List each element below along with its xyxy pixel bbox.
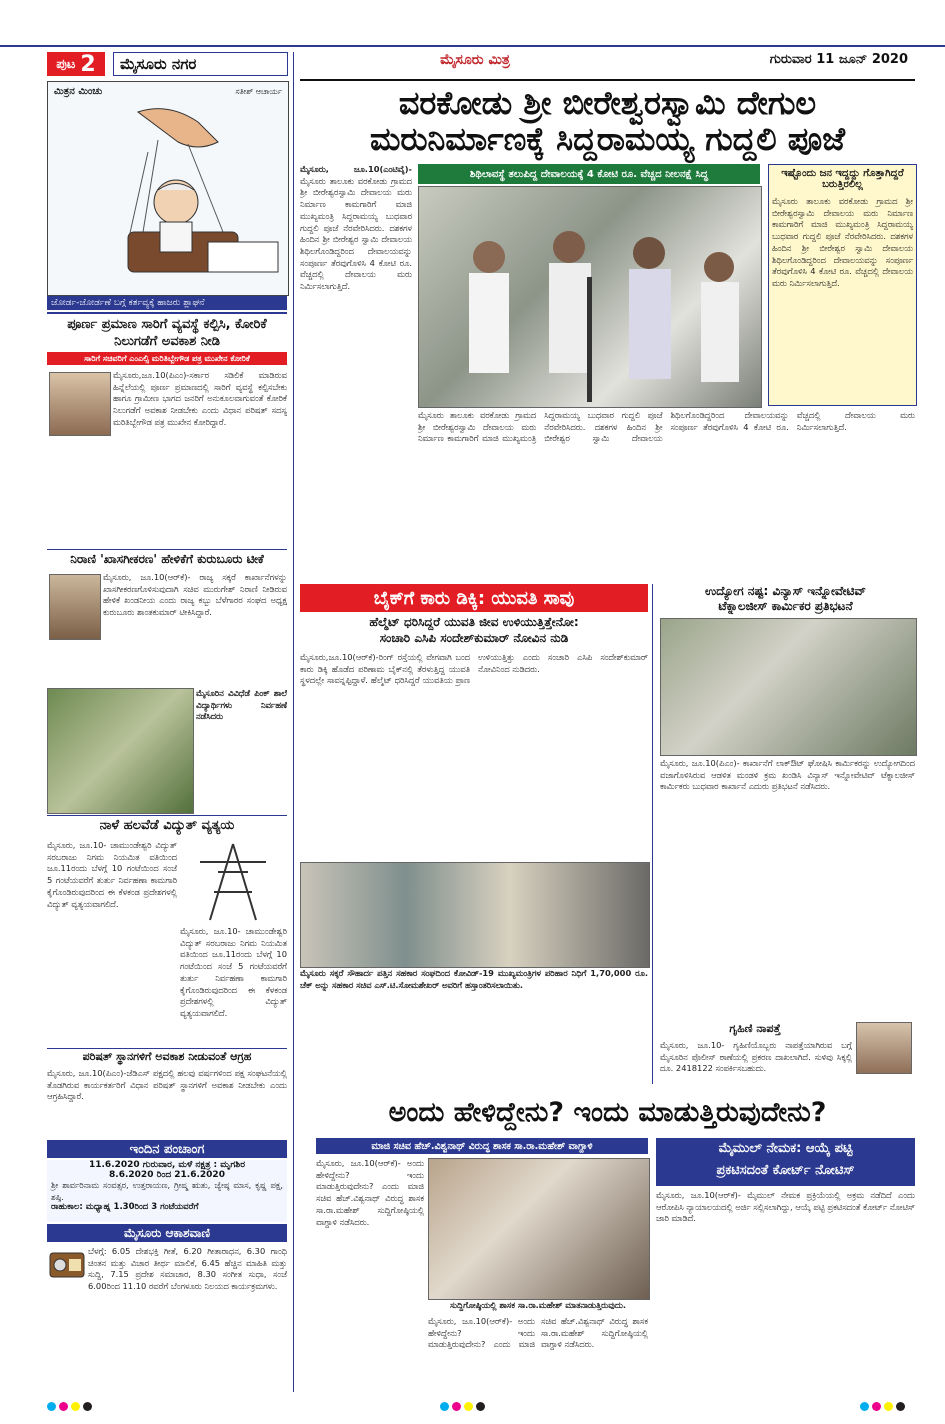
page-number: 2: [80, 51, 96, 77]
bottom-banner-headline: ಅಂದು ಹೇಳಿದ್ದೇನು? ಇಂದು ಮಾಡುತ್ತಿರುವುದೇನು?: [388, 1097, 827, 1128]
story-f-obit-body: ಮೈಸೂರು, ಜೂ.10- ಗೃಹಿಣಿಯೊಬ್ಬರು ನಾಪತ್ತೆಯಾಗಿರುವ ಬಗ್ಗೆ ಮೈಸೂರಿನ ಪೊಲೀಸ್ ಠಾಣೆಯಲ್ಲಿ ಪ್ರಕರಣ ದಾಖಲಾಗಿದೆ. ಸುಳಿವು ಸಿಕ್ಕಲ್ಲಿ ದೂ. 2418122 ಸಂಪರ್ಕಿಸಬಹುದು.: [660, 1040, 852, 1074]
story-d-body: ಮೈಸೂರು, ಜೂ.10(ಪಿಎಂ)-ಜೆಡಿಎಸ್ ಪಕ್ಷದಲ್ಲಿ ಹಲವು ವರ್ಷಗಳಿಂದ ಪಕ್ಷ ಸಂಘಟನೆಯಲ್ಲಿ ತೊಡಗಿರುವ ಕಾರ್ಯಕರ್ತರಿಗೆ ವಿಧಾನ ಪರಿಷತ್ ಸ್ಥಾನಗಳಿಗೆ ಅವಕಾಶ ನೀಡಬೇಕು ಎಂದು ಆಗ್ರಹಿಸಿದ್ದಾರೆ.: [47, 1068, 287, 1102]
lead-sidebar-body: ಮೈಸೂರು ತಾಲೂಕು ವರಕೋಡು ಗ್ರಾಮದ ಶ್ರೀ ಬೀರೇಶ್ವರಸ್ವಾಮಿ ದೇವಾಲಯ ಮರು ನಿರ್ಮಾಣ ಕಾಮಗಾರಿಗೆ ಮಾಜಿ ಮುಖ್ಯಮಂತ್ರಿ ಸಿದ್ದರಾಮಯ್ಯ ಬುಧವಾರ ಗುದ್ದಲಿ ಪೂಜೆ ನೆರವೇರಿಸಿದರು. ದಶಕಗಳ ಹಿಂದಿನ ಶ್ರೀ ಬೀರೇಶ್ವರ ಸ್ವಾಮಿ ದೇವಾಲಯ ಶಿಥಿಲಗೊಂಡಿದ್ದರಿಂದ ದೇವಾಲಯವನ್ನು ಸಂಪೂರ್ಣ ತೆರವುಗೊಳಿಸಿ 4 ಕೋಟಿ ರೂ. ವೆಚ್ಚದಲ್ಲಿ ದೇವಾಲಯ ಮರು ನಿರ್ಮಿಸಲಾಗುತ್ತಿದೆ.: [772, 196, 913, 288]
story-b-body: ಮೈಸೂರು, ಜೂ.10(ಆರ್‌ಕೆ)- ರಾಜ್ಯ ಸಕ್ಕರೆ ಕಾರ್ಖಾನೆಗಳನ್ನು ಖಾಸಗೀಕರಣಗೊಳಿಸುವುದಾಗಿ ಸಚಿವ ಮುರುಗೇಶ್ ನಿರಾಣಿ ನೀಡಿರುವ ಹೇಳಿಕೆ ಖಂಡನೀಯ ಎಂದು ರಾಜ್ಯ ಕಬ್ಬು ಬೆಳೆಗಾರರ ಸಂಘದ ಅಧ್ಯಕ್ಷ ಕುರುಬೂರು ಶಾಂತಕುಮಾರ್ ಟೀಕಿಸಿದ್ದಾರೆ.: [103, 572, 287, 618]
cartoon-artist: ಸತೀಶ್ ಆಚಾರ್ಯ: [235, 87, 282, 96]
bottom-left-body-continued: ಮೈಸೂರು, ಜೂ.10(ಆರ್‌ಕೆ)- ಅಂದು ಹೇಳಿದ್ದೇನು? ಇಂದು ಮಾಡುತ್ತಿರುವುದೇನು? ಎಂದು ಮಾಜಿ ಸಚಿವ ಹೆಚ್.ವಿಶ್ವನಾಥ್ ವಿರುದ್ಧ ಶಾಸಕ ಸಾ.ರಾ.ಮಹೇಶ್ ಸುದ್ದಿಗೋಷ್ಠಿಯಲ್ಲಿ ವಾಗ್ದಾಳಿ ನಡೆಸಿದರು.: [428, 1316, 648, 1350]
story-c-photo: [47, 688, 194, 814]
issue-date: ಗುರುವಾರ 11 ಜೂನ್ 2020: [769, 52, 908, 67]
story-f-photo: [660, 618, 917, 756]
story-d-headline: ಪರಿಷತ್ ಸ್ಥಾನಗಳಿಗೆ ಅವಕಾಶ ನೀಡುವಂತೆ ಆಗ್ರಹ: [82, 1050, 252, 1063]
story-g-photo: [300, 862, 650, 968]
story-b-portrait: [49, 574, 101, 640]
panchanga-title: ಇಂದಿನ ಪಂಚಾಂಗ: [47, 1140, 287, 1158]
story-c-rule: [47, 815, 287, 816]
story-c-body-continued: ಮೈಸೂರು, ಜೂ.10- ಚಾಮುಂಡೇಶ್ವರಿ ವಿದ್ಯುತ್ ಸರಬರಾಜು ನಿಗಮ ನಿಯಮಿತ ವತಿಯಿಂದ ಜೂ.11ರಂದು ಬೆಳಗ್ಗೆ 10 ಗಂಟೆಯಿಂದ ಸಂಜೆ 5 ಗಂಟೆಯವರೆಗೆ ತುರ್ತು ನಿರ್ವಹಣಾ ಕಾಮಗಾರಿ ಕೈಗೊಂಡಿರುವುದರಿಂದ ಈ ಕೆಳಕಂಡ ಪ್ರದೇಶಗಳಲ್ಲಿ ವಿದ್ಯುತ್ ವ್ಯತ್ಯಯವಾಗಲಿದೆ.: [180, 926, 287, 1018]
panchanga-line1: 11.6.2020 ಗುರುವಾರ, ಮಳೆ ನಕ್ಷತ್ರ : ಮೃಗಶಿರ: [88, 1160, 245, 1170]
bottom-right-body: ಮೈಸೂರು, ಜೂ.10(ಆರ್‌ಕೆ)- ಮೈಮುಲ್ ನೇಮಕ ಪ್ರಕ್ರಿಯೆಯಲ್ಲಿ ಅಕ್ರಮ ನಡೆದಿದೆ ಎಂದು ಆರೋಪಿಸಿ ನ್ಯಾಯಾಲಯದಲ್ಲಿ ಅರ್ಜಿ ಸಲ್ಲಿಸಲಾಗಿದ್ದು, ಆಯ್ಕೆ ಪಟ್ಟಿ ಪ್ರಕಟಿಸದಂತೆ ಕೋರ್ಟ್ ನೋಟಿಸ್ ಜಾರಿ ಮಾಡಿದೆ.: [656, 1190, 915, 1224]
bottom-right-head-line2: ಪ್ರಕಟಿಸದಂತೆ ಕೋರ್ಟ್ ನೋಟಿಸ್: [716, 1163, 855, 1178]
panchanga-body: ಶ್ರೀ ಶಾರ್ವರಿನಾಮ ಸಂವತ್ಸರ, ಉತ್ತರಾಯಣ, ಗ್ರೀಷ್ಮ ಋತು, ಜ್ಯೇಷ್ಠ ಮಾಸ, ಕೃಷ್ಣ ಪಕ್ಷ, ಶಷ್ಠಿ.: [51, 1180, 283, 1202]
story-f-obit-head: ಗೃಹಿಣಿ ನಾಪತ್ತೆ: [729, 1022, 781, 1035]
story-b-headline: ನಿರಾಣಿ 'ಖಾಸಗೀಕರಣ' ಹೇಳಿಕೆಗೆ ಕುರುಬೂರು ಟೀಕೆ: [70, 552, 264, 566]
cartoon-drawing: [48, 82, 288, 295]
registration-dots-right: [860, 1402, 905, 1411]
story-a-rule: [47, 312, 287, 314]
story-c-headline: ನಾಳೆ ಹಲವೆಡೆ ವಿದ್ಯುತ್ ವ್ಯತ್ಯಯ: [99, 818, 235, 833]
column-rule-left: [293, 52, 294, 1392]
story-b-rule: [47, 549, 287, 550]
lead-photo-banner: ಶಿಥಿಲಾವಸ್ಥೆ ತಲುಪಿದ್ದ ದೇವಾಲಯಕ್ಕೆ 4 ಕೋಟಿ ರೂ. ವೆಚ್ಚದ ನೀಲನಕ್ಷೆ ಸಿದ್ಧ: [418, 164, 760, 184]
story-g-caption: ಮೈಸೂರು ಸಕ್ಕರೆ ಸೌಹಾರ್ದ ಪತ್ತಿನ ಸಹಕಾರ ಸಂಘದಿಂದ ಕೋವಿಡ್-19 ಮುಖ್ಯಮಂತ್ರಿಗಳ ಪರಿಹಾರ ನಿಧಿಗೆ 1,70,000 ರೂ. ಚೆಕ್ ಅನ್ನು ಸಹಕಾರ ಸಚಿವ ಎಸ್.ಟಿ.ಸೋಮಶೇಖರ್ ಅವರಿಗೆ ಹಸ್ತಾಂತರಿಸಲಾಯಿತು.: [300, 968, 648, 990]
lead-sidebar-head: ಇಷ್ಟೊಂದು ಜನ ಇದ್ದದ್ದು ಗೊತ್ತಾಗಿದ್ದರೆ ಬರುತ್ತಿರಲಿಲ್ಲ: [781, 168, 904, 190]
bottom-left-photo-caption: ಸುದ್ದಿಗೋಷ್ಠಿಯಲ್ಲಿ ಶಾಸಕ ಸಾ.ರಾ.ಮಹೇಶ್ ಮಾತನಾಡುತ್ತಿರುವುದು.: [449, 1300, 627, 1310]
lead-body-continued: ಮೈಸೂರು ತಾಲೂಕು ವರಕೋಡು ಗ್ರಾಮದ ಶ್ರೀ ಬೀರೇಶ್ವರಸ್ವಾಮಿ ದೇವಾಲಯ ಮರು ನಿರ್ಮಾಣ ಕಾಮಗಾರಿಗೆ ಮಾಜಿ ಮುಖ್ಯಮಂತ್ರಿ ಸಿದ್ದರಾಮಯ್ಯ ಬುಧವಾರ ಗುದ್ದಲಿ ಪೂಜೆ ನೆರವೇರಿಸಿದರು. ದಶಕಗಳ ಹಿಂದಿನ ಶ್ರೀ ಬೀರೇಶ್ವರ ಸ್ವಾಮಿ ದೇವಾಲಯ ಶಿಥಿಲಗೊಂಡಿದ್ದರಿಂದ ದೇವಾಲಯವನ್ನು ಸಂಪೂರ್ಣ ತೆರವುಗೊಳಿಸಿ 4 ಕೋಟಿ ರೂ. ವೆಚ್ಚದಲ್ಲಿ ದೇವಾಲಯ ಮರು ನಿರ್ಮಿಸಲಾಗುತ್ತಿದೆ.: [418, 410, 915, 444]
bottom-left-photo: [428, 1158, 650, 1300]
story-e-body: ಮೈಸೂರು,ಜೂ.10(ಆರ್‌ಕೆ)-ರಿಂಗ್ ರಸ್ತೆಯಲ್ಲಿ ವೇಗವಾಗಿ ಬಂದ ಕಾರು ಡಿಕ್ಕಿ ಹೊಡೆದ ಪರಿಣಾಮ ಬೈಕ್‌ನಲ್ಲಿ ತೆರಳುತ್ತಿದ್ದ ಯುವತಿ ಸ್ಥಳದಲ್ಲೇ ಸಾವನ್ನಪ್ಪಿದ್ದಾಳೆ. ಹೆಲ್ಮೆಟ್ ಧರಿಸಿದ್ದರೆ ಯುವತಿಯ ಪ್ರಾಣ ಉಳಿಯುತ್ತಿತ್ತು ಎಂದು ಸಂಚಾರಿ ಎಸಿಪಿ ಸಂದೇಶ್‌ಕುಮಾರ್ ನೋವಿನಿಂದ ನುಡಿದರು.: [300, 652, 648, 686]
story-d-rule: [47, 1048, 287, 1049]
story-f-headline-line1: ಉದ್ಯೋಗ ನಷ್ಟ: ವಿನ್ಯಾಸ್ ಇನ್ನೋವೇಟಿವ್: [705, 584, 866, 598]
story-a-headline: ಪೂರ್ಣ ಪ್ರಮಾಣ ಸಾರಿಗೆ ವ್ಯವಸ್ಥೆ ಕಲ್ಪಿಸಿ, ಕೋರಿಕೆ ನಿಲುಗಡೆಗೆ ಅವಕಾಶ ನೀಡಿ: [67, 317, 267, 349]
story-c-body: ಮೈಸೂರು, ಜೂ.10- ಚಾಮುಂಡೇಶ್ವರಿ ವಿದ್ಯುತ್ ಸರಬರಾಜು ನಿಗಮ ನಿಯಮಿತ ವತಿಯಿಂದ ಜೂ.11ರಂದು ಬೆಳಗ್ಗೆ 10 ಗಂಟೆಯಿಂದ ಸಂಜೆ 5 ಗಂಟೆಯವರೆಗೆ ತುರ್ತು ನಿರ್ವಹಣಾ ಕಾಮಗಾರಿ ಕೈಗೊಂಡಿರುವುದರಿಂದ ಈ ಕೆಳಕಂಡ ಪ್ರದೇಶಗಳಲ್ಲಿ ವಿದ್ಯುತ್ ವ್ಯತ್ಯಯವಾಗಲಿದೆ.: [47, 840, 177, 909]
lead-body-col1: [300, 164, 412, 404]
bottom-right-head-line1: ಮೈಮುಲ್ ನೇಮಕ: ಆಯ್ಕೆ ಪಟ್ಟಿ: [718, 1141, 853, 1156]
cartoon-title: ಮಿತ್ರನ ಮಿಂಚು: [54, 86, 103, 97]
page-number-badge: [47, 52, 105, 76]
story-a-kicker: ಸಾರಿಗೆ ಸಚಿವರಿಗೆ ಎಂಎಲ್ಸಿ ಮರಿತಿಬ್ಬೇಗೌಡ ಪತ್ರ ಮುಖೇನ ಕೋರಿಕೆ: [47, 352, 287, 365]
lead-body: ಮೈಸೂರು ತಾಲೂಕು ವರಕೋಡು ಗ್ರಾಮದ ಶ್ರೀ ಬೀರೇಶ್ವರಸ್ವಾಮಿ ದೇವಾಲಯ ಮರು ನಿರ್ಮಾಣ ಕಾಮಗಾರಿಗೆ ಮಾಜಿ ಮುಖ್ಯಮಂತ್ರಿ ಸಿದ್ದರಾಮಯ್ಯ ಬುಧವಾರ ಗುದ್ದಲಿ ಪೂಜೆ ನೆರವೇರಿಸಿದರು. ದಶಕಗಳ ಹಿಂದಿನ ಶ್ರೀ ಬೀರೇಶ್ವರ ಸ್ವಾಮಿ ದೇವಾಲಯ ಶಿಥಿಲಗೊಂಡಿದ್ದರಿಂದ ದೇವಾಲಯವನ್ನು ಸಂಪೂರ್ಣ ತೆರವುಗೊಳಿಸಿ 4 ಕೋಟಿ ರೂ. ವೆಚ್ಚದಲ್ಲಿ ದೇವಾಲಯ ಮರು ನಿರ್ಮಿಸಲಾಗುತ್ತಿದೆ.: [300, 175, 412, 292]
lead-headline-line2: ಮರುನಿರ್ಮಾಣಕ್ಕೆ ಸಿದ್ದರಾಮಯ್ಯ ಗುದ್ದಲಿ ಪೂಜೆ: [369, 120, 846, 158]
story-c-photo-caption: ಮೈಸೂರಿನ ವಿವಿಧೆಡೆ ಪಿಂಕ್ ಶಾಲೆ ವಿದ್ಯಾರ್ಥಿಗಳು ನಿರ್ವಹಣೆ ನಡೆಸಿದರು: [196, 688, 287, 722]
story-f-obit-photo: [856, 1022, 912, 1074]
story-a-portrait: [49, 372, 111, 436]
lead-sidebar: [768, 164, 917, 406]
pylon-illustration: [180, 842, 287, 922]
panchanga-line2: 8.6.2020 ರಿಂದ 21.6.2020: [109, 1170, 225, 1180]
cartoon-panel: [47, 81, 289, 296]
lead-photo: [418, 186, 762, 408]
lead-dateline: ಮೈಸೂರು, ಜೂ.10(ಎಂಟಿವೈ)-: [300, 164, 412, 174]
radio-title: ಮೈಸೂರು ಆಕಾಶವಾಣಿ: [47, 1224, 287, 1242]
section-title: ಮೈಸೂರು ನಗರ: [113, 52, 288, 76]
header-rule: [0, 45, 945, 47]
bottom-right-head-box: [656, 1138, 915, 1186]
story-f-headline-line2: ಟೆಕ್ನಾಲಜೀಸ್ ಕಾರ್ಮಿಕರ ಪ್ರತಿಭಟನೆ: [718, 599, 853, 613]
headline-rule-top: [300, 79, 915, 81]
bottom-left-body: ಮೈಸೂರು, ಜೂ.10(ಆರ್‌ಕೆ)- ಅಂದು ಹೇಳಿದ್ದೇನು? ಇಂದು ಮಾಡುತ್ತಿರುವುದೇನು? ಎಂದು ಮಾಜಿ ಸಚಿವ ಹೆಚ್.ವಿಶ್ವನಾಥ್ ವಿರುದ್ಧ ಶಾಸಕ ಸಾ.ರಾ.ಮಹೇಶ್ ಸುದ್ದಿಗೋಷ್ಠಿಯಲ್ಲಿ ವಾಗ್ದಾಳಿ ನಡೆಸಿದರು.: [316, 1158, 424, 1227]
radio-body: ಬೆಳಗ್ಗೆ: 6.05 ದೇಶಭಕ್ತಿ ಗೀತೆ, 6.20 ಗೀತಾರಾಧನ, 6.30 ಗಾಂಧಿ ಚಿಂತನ ಮತ್ತು ವಿಚಾರ ತೀರ್ಥ ಮಾಲಿಕೆ, 6.45 ಹೆಚ್ಚಿನ ಮಾಹಿತಿ ಮತ್ತು ಸುದ್ದಿ, 7.15 ಪ್ರದೇಶ ಸಮಾಚಾರ, 8.30 ಸಂಗೀತ ಸುಧಾ, ಸಂಜೆ 6.00ರಿಂದ 11.10 ರವರೆಗೆ ಬೆಂಗಳೂರು ನಿಲಯದ ಕಾರ್ಯಕ್ರಮಗಳು.: [88, 1246, 287, 1292]
panchanga-box: [47, 1160, 287, 1222]
lead-photo-figures: [419, 187, 761, 407]
column-rule-right: [652, 584, 653, 1084]
masthead: ಮೈಸೂರು ಮಿತ್ರ: [440, 52, 510, 68]
story-e-headline: ಬೈಕ್‌ಗೆ ಕಾರು ಡಿಕ್ಕಿ: ಯುವತಿ ಸಾವು: [300, 584, 648, 612]
story-a-body: ಮೈಸೂರು,ಜೂ.10(ಪಿಎಂ)-ಸರ್ಕಾರ ಸಡಿಲಿಕೆ ಮಾಡಿರುವ ಹಿನ್ನೆಲೆಯಲ್ಲಿ ಪೂರ್ಣ ಪ್ರಮಾಣದಲ್ಲಿ ಸಾರಿಗೆ ವ್ಯವಸ್ಥೆ ಕಲ್ಪಿಸಬೇಕು ಹಾಗೂ ಗ್ರಾಮೀಣ ಭಾಗದ ಜನರಿಗೆ ಅನುಕೂಲವಾಗುವಂತೆ ಕೋರಿಕೆ ನಿಲುಗಡೆಗೆ ಅವಕಾಶ ನೀಡಬೇಕು ಎಂದು ವಿಧಾನ ಪರಿಷತ್ ಸದಸ್ಯ ಮರಿತಿಬ್ಬೇಗೌಡ ಪತ್ರ ಮುಖೇನ ಕೋರಿದ್ದಾರೆ.: [113, 370, 287, 427]
registration-dots-left: [47, 1402, 92, 1411]
story-e-subhead-line1: ಹೆಲ್ಮೆಟ್ ಧರಿಸಿದ್ದರೆ ಯುವತಿ ಜೀವ ಉಳಿಯುತ್ತಿತ್ತೇನೋ:: [369, 615, 579, 629]
lead-headline-line1: ವರಕೋಡು ಶ್ರೀ ಬೀರೇಶ್ವರಸ್ವಾಮಿ ದೇಗುಲ: [398, 84, 817, 122]
cartoon-caption: ಜೋರ್ಡ-ಜೋರ್ಡಣೆ ಬಗ್ಗೆ ಕರ್ತವ್ಯಕ್ಕೆ ಹಾಜರು ಶ್ಲಾಘನೆ: [47, 296, 287, 310]
registration-dots-center: [440, 1402, 485, 1411]
page-label: ಪುಟ: [56, 56, 76, 72]
panchanga-rahukala: ರಾಹುಕಾಲ: ಮಧ್ಯಾಹ್ನ 1.30ರಿಂದ 3 ಗಂಟೆಯವರೆಗೆ: [51, 1202, 199, 1212]
radio-icon: [49, 1248, 85, 1278]
story-f-body: ಮೈಸೂರು, ಜೂ.10(ಪಿಎಂ)- ಕಾರ್ಖಾನೆಗೆ ಲಾಕ್‌ಔಟ್ ಘೋಷಿಸಿ ಕಾರ್ಮಿಕರನ್ನು ಉದ್ಯೋಗದಿಂದ ವಜಾಗೊಳಿಸಿರುವ ಆಡಳಿತ ಮಂಡಳಿ ಕ್ರಮ ಖಂಡಿಸಿ ವಿನ್ಯಾಸ್ ಇನ್ನೋವೇಟಿವ್ ಟೆಕ್ನಾಲಜೀಸ್ ಕಾರ್ಮಿಕರು ಬುಧವಾರ ಕಾರ್ಖಾನೆ ಎದುರು ಪ್ರತಿಭಟನೆ ನಡೆಸಿದರು.: [660, 758, 915, 792]
story-e-subhead-line2: ಸಂಚಾರಿ ಎಸಿಪಿ ಸಂದೇಶ್‌ಕುಮಾರ್ ನೋವಿನ ನುಡಿ: [379, 631, 569, 645]
bottom-left-head: ಮಾಜಿ ಸಚಿವ ಹೆಚ್.ವಿಶ್ವನಾಥ್ ವಿರುದ್ಧ ಶಾಸಕ ಸಾ.ರಾ.ಮಹೇಶ್ ವಾಗ್ದಾಳಿ: [316, 1138, 648, 1154]
